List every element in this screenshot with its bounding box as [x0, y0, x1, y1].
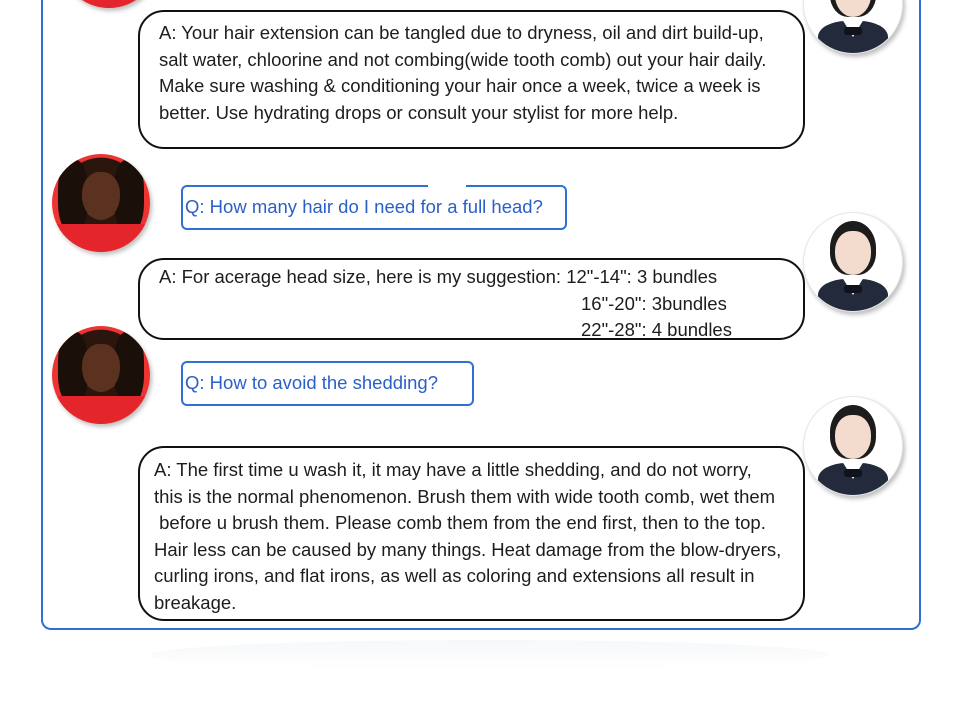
question-text: Q: How many hair do I need for a full head?: [185, 196, 543, 217]
answer-line: before u brush them. Please comb them from the end first, then to the top.: [154, 512, 766, 533]
answer-bubble: [138, 258, 805, 340]
question-text: Q: How to avoid the shedding?: [185, 372, 438, 393]
answer-line: this is the normal phenomenon. Brush them with wide tooth comb, wet them: [154, 485, 776, 507]
panel-shadow: [150, 640, 830, 670]
agent-avatar: [803, 396, 903, 496]
answer-line: better. Use hydrating drops or consult your stylist for more help.: [159, 101, 679, 123]
question-bubble: [181, 361, 474, 406]
answer-line: breakage.: [154, 591, 237, 613]
answer-line: A: The first time u wash it, it may have a little shedding, and do not worry,: [154, 459, 752, 480]
customer-avatar: [60, 0, 158, 8]
answer-line: A: For acerage head size, here is my suggestion: 12"-14": 3 bundles: [159, 266, 718, 287]
answer-bubble: [138, 10, 805, 149]
answer-bubble: [138, 446, 805, 621]
answer-line: 22"-28": 4 bundles: [581, 319, 732, 340]
customer-avatar: [52, 326, 150, 424]
agent-avatar: [803, 212, 903, 312]
question-bubble: [181, 185, 567, 230]
answer-line: Make sure washing & conditioning your hair once a week, twice a week is: [159, 75, 761, 96]
answer-line: curling irons, and flat irons, as well as coloring and extensions all result in: [154, 565, 755, 586]
answer-line: salt water, chloorine and not combing(wide tooth comb) out your hair daily.: [159, 48, 767, 70]
answer-line: 16"-20": 3bundles: [581, 292, 727, 314]
bubble-notch: [428, 183, 466, 187]
customer-avatar: [52, 154, 150, 252]
answer-line: A: Your hair extension can be tangled due to dryness, oil and dirt build-up,: [159, 22, 764, 43]
answer-line: Hair less can be caused by many things. Heat damage from the blow-dryers,: [154, 538, 782, 560]
